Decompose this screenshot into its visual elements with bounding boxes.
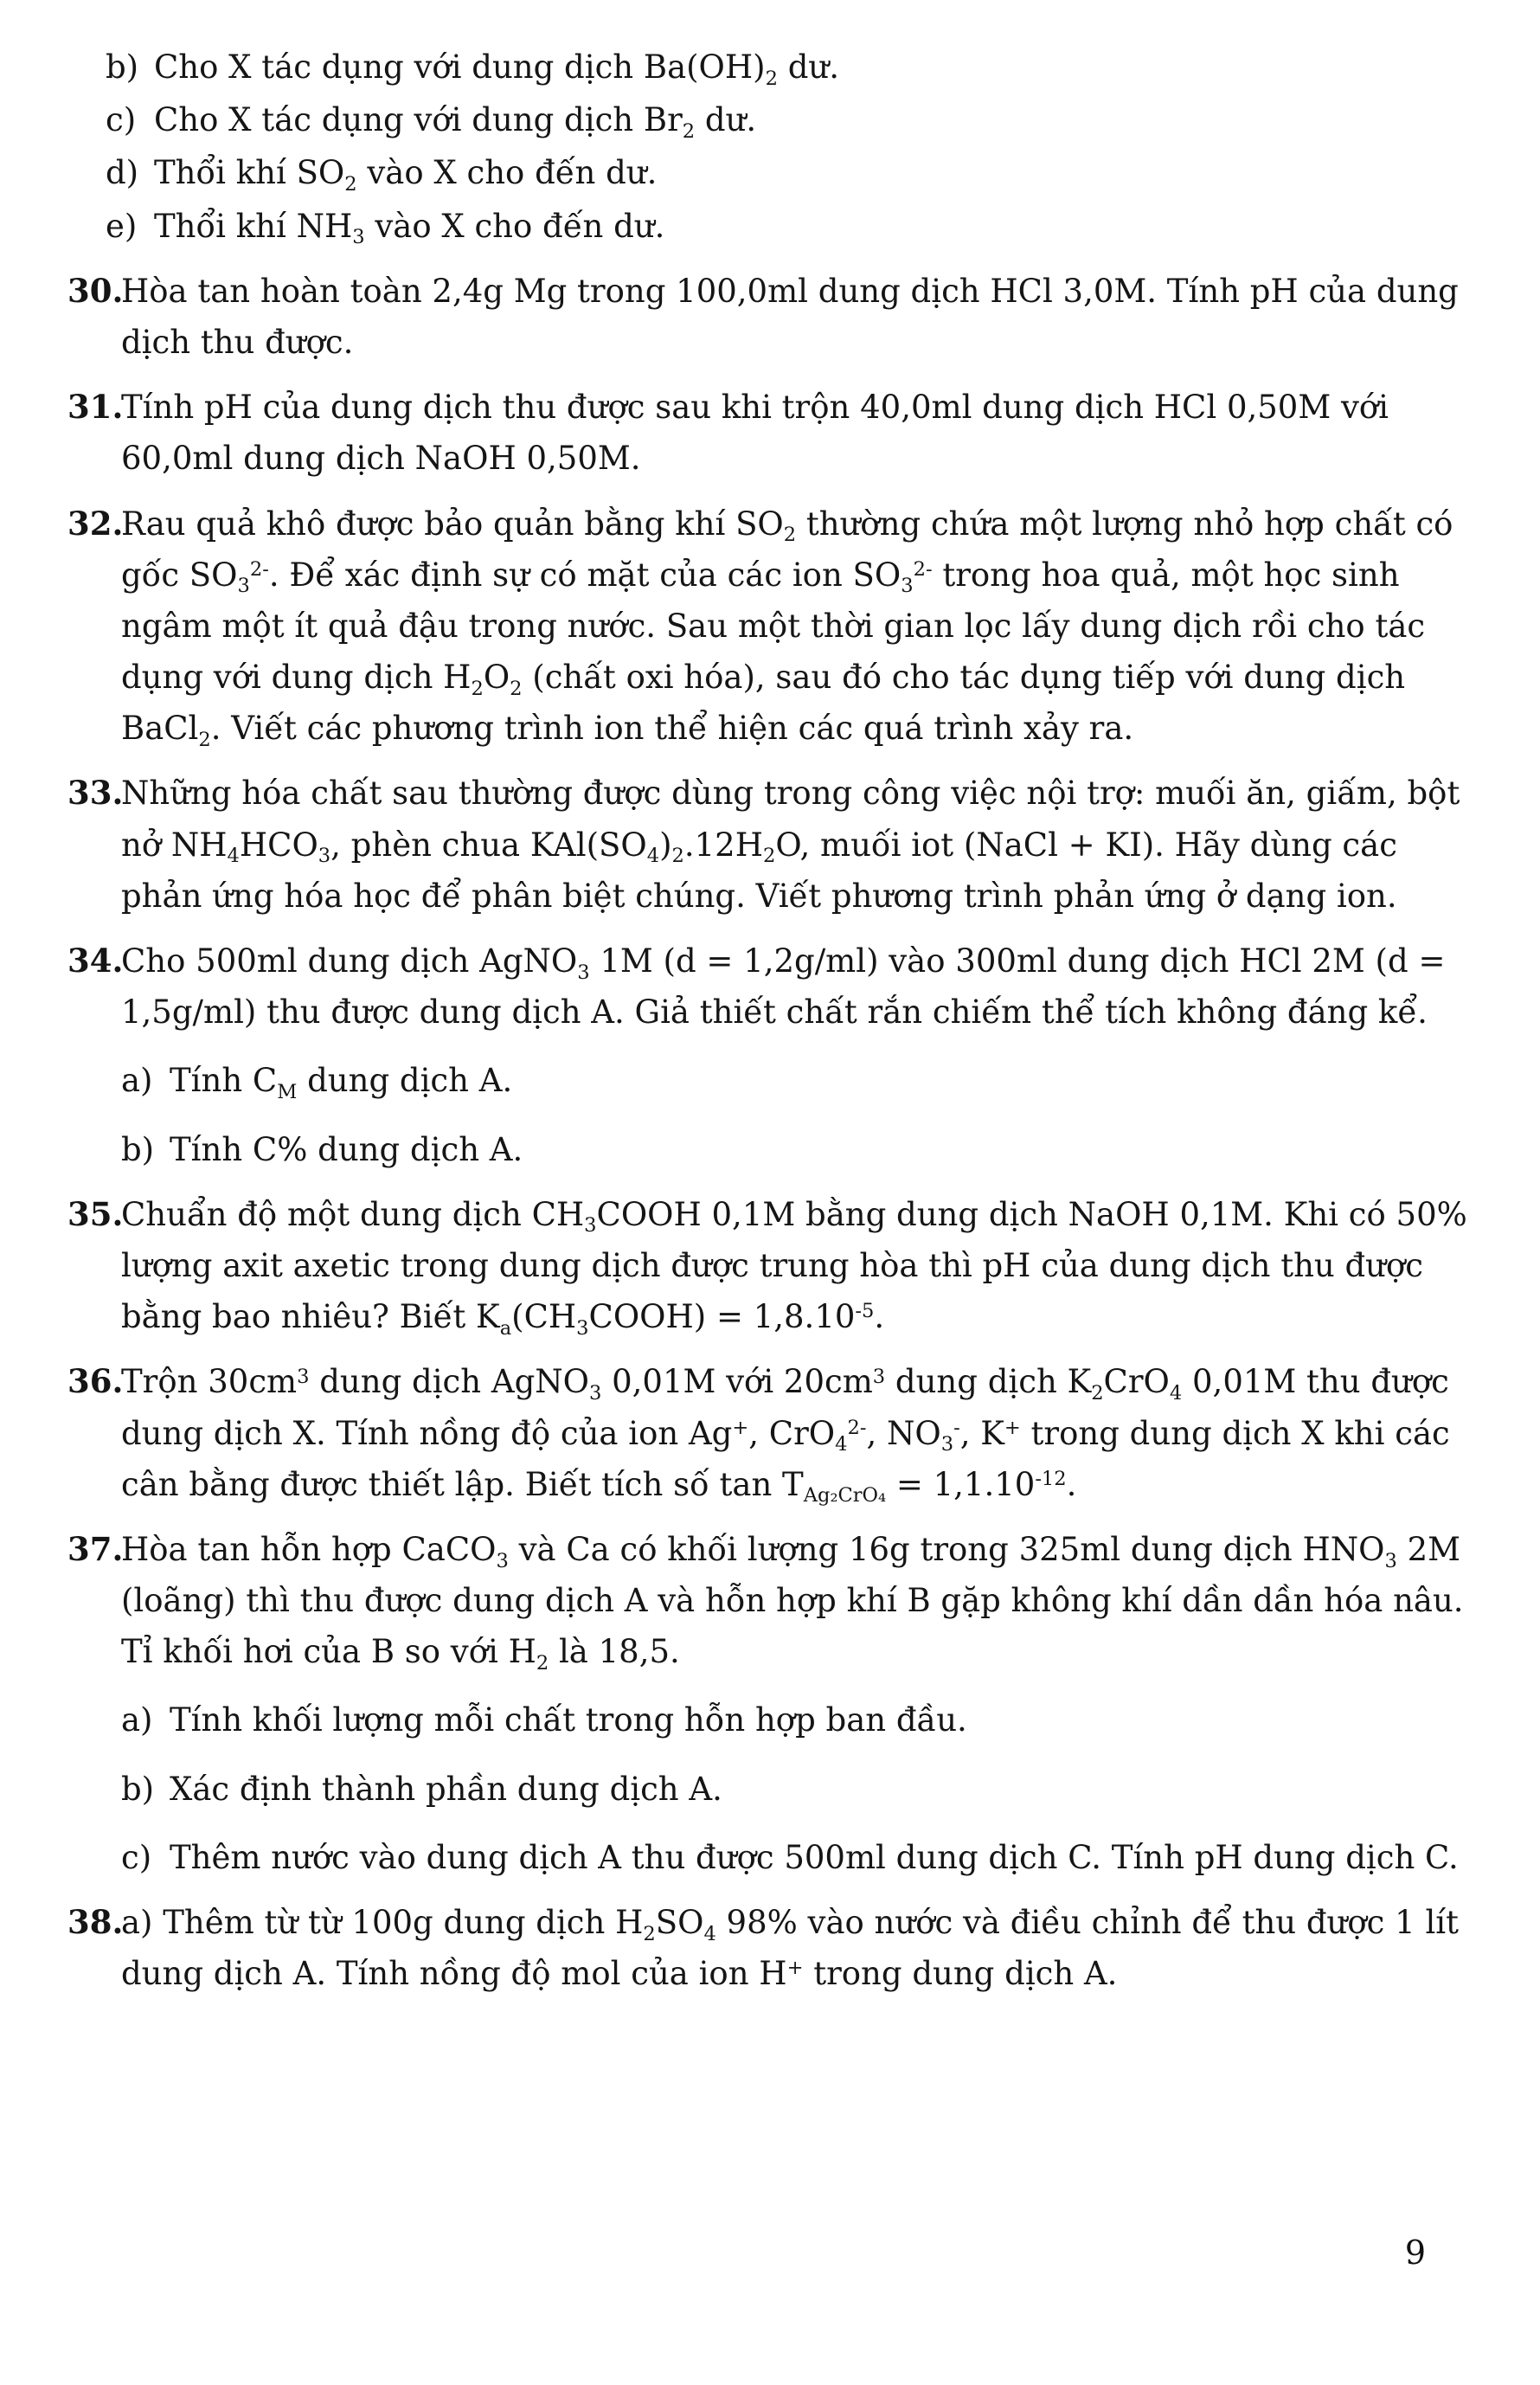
problem-number: 35. <box>67 1194 124 1233</box>
part-label: b) <box>121 1130 155 1168</box>
page-number: 9 <box>1404 2234 1426 2272</box>
part-label: c) <box>121 1838 152 1876</box>
part-item <box>67 201 1474 252</box>
part-label: b) <box>106 48 139 86</box>
part-item <box>67 42 1474 93</box>
part-text: Thổi khí $NH_3$ vào X cho đến dư. <box>154 207 665 249</box>
problem-item <box>67 1189 1474 1343</box>
part-text: Tính $C_M$ dung dịch A. <box>170 1062 513 1104</box>
part-item <box>67 1124 1474 1175</box>
part-label: a) <box>121 1701 153 1739</box>
part-item <box>67 1832 1474 1883</box>
part-item <box>67 1764 1474 1815</box>
part-item <box>67 147 1474 198</box>
problem-item <box>67 266 1474 368</box>
problem-text: a) Thêm từ từ 100g dung dịch $H_2SO_4$ 98% vào nước và điều chỉnh để thu được 1 lít dung dịch A. Tính nồng độ mol của ion H+ trong dung dịch A. <box>121 1904 1459 1993</box>
problem-item <box>67 1897 1474 1999</box>
part-label: d) <box>106 154 139 192</box>
problem-text: Những hóa chất sau thường được dùng trong công việc nội trợ: muối ăn, giấm, bột nở $NH_4HCO_3$, phèn chua $KAl(SO_4)_2.12H_2O$, muối iot (NaCl + KI). Hãy dùng các phản ứng hóa học để phân biệt chúng. Viết phương trình phản ứng ở dạng ion. <box>121 775 1460 915</box>
part-label: e) <box>106 207 138 245</box>
part-label: c) <box>106 101 137 139</box>
part-text: Tính C% dung dịch A. <box>170 1130 523 1168</box>
part-label: a) <box>121 1062 153 1100</box>
problem-number: 32. <box>67 504 124 543</box>
part-label: b) <box>121 1770 155 1808</box>
problem-text: Chuẩn độ một dung dịch $CH_3COOH$ 0,1M bằng dung dịch NaOH 0,1M. Khi có 50% lượng axit axetic trong dung dịch được trung hòa thì pH của dung dịch thu được bằng bao nhiêu? Biết $K_a(CH_3COOH) = 1,8.10^{-5}$. <box>121 1195 1467 1340</box>
part-text: Tính khối lượng mỗi chất trong hỗn hợp ban đầu. <box>170 1701 967 1739</box>
problem-text: Cho 500ml dung dịch AgNO$_3$ 1M (d = 1,2g/ml) vào 300ml dung dịch HCl 2M (d = 1,5g/ml) thu được dung dịch A. Giả thiết chất rắn chiếm thể tích không đáng kể. <box>121 942 1446 1032</box>
problem-text: Rau quả khô được bảo quản bằng khí $SO_2$ thường chứa một lượng nhỏ hợp chất có gốc $SO_3^{2-}$. Để xác định sự có mặt của các ion $SO_3^{2-}$ trong hoa quả, một học sinh ngâm một ít quả đậu trong nước. Sau một thời gian lọc lấy dung dịch rồi cho tác dụng với dung dịch $H_2O_2$ (chất oxi hóa), sau đó cho tác dụng tiếp với dung dịch BaCl$_2$. Viết các phương trình ion thể hiện các quá trình xảy ra. <box>121 505 1453 751</box>
part-text: Thổi khí $SO_2$ vào X cho đến dư. <box>154 154 658 196</box>
problem-item <box>67 1356 1474 1510</box>
part-text: Cho X tác dụng với dung dịch $Br_2$ dư. <box>154 101 757 143</box>
part-item <box>67 1694 1474 1745</box>
problem-item <box>67 382 1474 484</box>
problem-text: Tính pH của dung dịch thu được sau khi trộn 40,0ml dung dịch HCl 0,50M với 60,0ml dung dịch NaOH 0,50M. <box>121 389 1389 478</box>
problem-number: 34. <box>67 942 124 980</box>
part-text: Cho X tác dụng với dung dịch $Ba(OH)_2$ dư. <box>154 48 840 90</box>
problem-number: 31. <box>67 388 124 427</box>
problem-number: 30. <box>67 271 124 310</box>
part-item <box>67 1055 1474 1106</box>
problem-item <box>67 768 1474 922</box>
problem-number: 36. <box>67 1362 124 1401</box>
problem-item <box>67 498 1474 755</box>
problem-item <box>67 1524 1474 1678</box>
problem-number: 37. <box>67 1529 124 1568</box>
problem-text: Hòa tan hỗn hợp CaCO$_3$ và Ca có khối lượng 16g trong 325ml dung dịch $HNO_3$ 2M (loãng) thì thu được dung dịch A và hỗn hợp khí B gặp không khí dần dần hóa nâu. Tỉ khối hơi của B so với $H_2$ là 18,5. <box>121 1530 1464 1675</box>
problem-item <box>67 935 1474 1038</box>
part-text: Xác định thành phần dung dịch A. <box>170 1770 722 1808</box>
problem-number: 33. <box>67 774 124 813</box>
part-text: Thêm nước vào dung dịch A thu được 500ml dung dịch C. Tính pH dung dịch C. <box>170 1838 1459 1876</box>
problem-number: 38. <box>67 1903 124 1941</box>
problem-text: Trộn $30cm^3$ dung dịch AgNO$_3$ 0,01M với $20cm^3$ dung dịch $K_2CrO_4$ 0,01M thu được dung dịch X. Tính nồng độ của ion Ag+, CrO$_4^{2-}$, $NO_3^-$, K+ trong dung dịch X khi các cân bằng được thiết lập. Biết tích số $\tan T_{Ag_2CrO_4} = 1,1.10^{-12}$. <box>121 1363 1450 1508</box>
problem-text: Hòa tan hoàn toàn 2,4g Mg trong 100,0ml dung dịch HCl 3,0M. Tính pH của dung dịch thu được. <box>121 272 1459 361</box>
part-item <box>67 94 1474 145</box>
